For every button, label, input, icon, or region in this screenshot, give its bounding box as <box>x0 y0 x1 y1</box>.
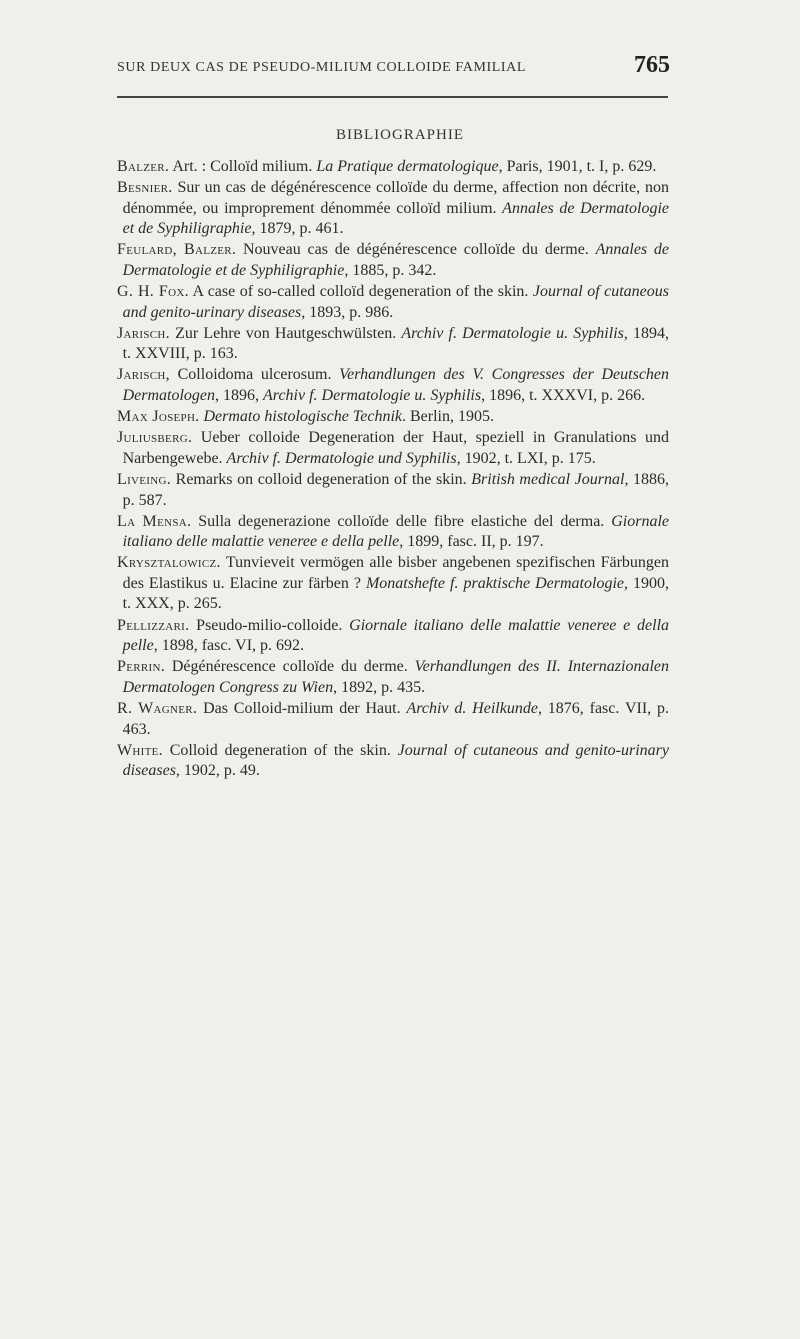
entry-citation: Colloidoma ulcerosum. Verhandlungen des V. Congresses der Deutschen Dermatologen, 1896, Archiv f. Dermatologie u. Syphilis, 1896, t. XXXVI, p. 266. <box>122 366 670 405</box>
entry-author: Liveing. <box>117 470 172 488</box>
page-number: 765 <box>634 52 670 78</box>
bibliography-entry <box>117 470 669 511</box>
bibliography-entry <box>117 240 669 281</box>
entry-citation: Remarks on colloid degeneration of the skin. British medical Journal, 1886, p. 587. <box>122 470 670 509</box>
bibliography-entry <box>117 324 669 365</box>
entry-citation: Pseudo-milio-colloide. Giornale italiano delle malattie veneree e della pelle, 1898, fasc. VI, p. 692. <box>122 616 670 655</box>
entry-author: R. Wagner. <box>117 699 198 717</box>
bibliography-entry <box>117 553 669 615</box>
header-rule <box>117 96 668 98</box>
entry-author: Feulard, Balzer. <box>117 241 237 259</box>
bibliography-entry <box>117 512 669 553</box>
entry-citation: Dermato histologische Technik. Berlin, 1905. <box>203 408 494 426</box>
entry-author: Jarisch. <box>117 324 170 342</box>
bibliography-entry <box>117 407 669 428</box>
bibliography-entry <box>117 741 669 782</box>
entry-citation: Colloid degeneration of the skin. Journal of cutaneous and genito-urinary diseases, 1902, p. 49. <box>122 741 669 780</box>
bibliography-list <box>117 157 669 782</box>
entry-citation: Das Colloid-milium der Haut. Archiv d. Heilkunde, 1876, fasc. VII, p. 463. <box>122 699 669 738</box>
bibliography-entry <box>117 699 669 740</box>
running-head: SUR DEUX CAS DE PSEUDO-MILIUM COLLOIDE FAMILIAL <box>117 60 527 75</box>
entry-citation: Ueber colloide Degeneration der Haut, speziell in Granulations und Narbengewebe. Archiv f. Dermatologie und Syphilis, 1902, t. LXI, p. 175. <box>122 429 670 467</box>
entry-citation: Art. : Colloïd milium. La Pratique dermatologique, Paris, 1901, t. I, p. 629. <box>172 158 657 175</box>
entry-citation: Sur un cas de dégénérescence colloïde du derme, affection non décrite, non dénommée, ou improprement dénommée colloïd milium. Annales de Dermatologie et de Syphiligraphie, 1879, p. 461. <box>122 179 669 238</box>
entry-author: Juliusberg. <box>117 429 193 447</box>
entry-author: Besnier. <box>117 179 173 197</box>
entry-author: Max Joseph. <box>117 408 200 426</box>
entry-citation: Dégénérescence colloïde du derme. Verhandlungen des II. Internazionalen Dermatologen Congress zu Wien, 1892, p. 435. <box>122 658 670 696</box>
entry-author: White. <box>117 741 163 759</box>
bibliography-entry <box>117 157 669 178</box>
bibliography-entry <box>117 616 669 657</box>
entry-citation: Nouveau cas de dégénérescence colloïde du derme. Annales de Dermatologie et de Syphiligraphie, 1885, p. 342. <box>122 241 670 279</box>
entry-author: Jarisch, <box>117 366 170 384</box>
bibliography-entry <box>117 365 669 406</box>
entry-citation: Sulla degenerazione colloïde delle fibre elastiche del derma. Giornale italiano delle malattie veneree e della pelle, 1899, fasc. II, p. 197. <box>122 512 670 551</box>
entry-author: Balzer. <box>117 158 170 175</box>
section-heading: BIBLIOGRAPHIE <box>336 127 464 143</box>
bibliography-entry <box>117 657 669 698</box>
entry-citation: Zur Lehre von Hautgeschwülsten. Archiv f. Dermatologie u. Syphilis, 1894, t. XXVIII, p. 163. <box>122 324 670 363</box>
entry-author: G. H. Fox. <box>117 283 189 301</box>
entry-author: La Mensa. <box>117 512 192 530</box>
bibliography-entry <box>117 282 669 323</box>
entry-author: Krysztalowicz. <box>117 554 221 572</box>
entry-citation: Tunvieveit vermögen alle bisber angebenen spezifischen Färbungen des Elastikus u. Elacine zur färben ? Monatshefte f. praktische Dermatologie, 1900, t. XXX, p. 265. <box>122 554 669 613</box>
entry-citation: A case of so-called colloïd degeneration of the skin. Journal of cutaneous and genito-urinary diseases, 1893, p. 986. <box>122 283 670 321</box>
bibliography-entry <box>117 428 669 469</box>
bibliography-entry <box>117 178 669 240</box>
entry-author: Perrin. <box>117 658 165 676</box>
entry-author: Pellizzari. <box>117 616 190 634</box>
